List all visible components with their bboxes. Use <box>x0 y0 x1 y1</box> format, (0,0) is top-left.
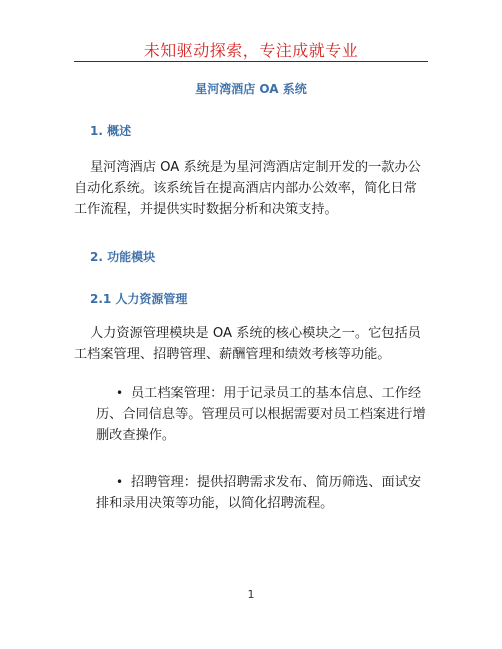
bullet-item-employee-records-text: 员工档案管理：用于记录员工的基本信息、工作经历、合同信息等。管理员可以根据需要对员工档案进行增删改查操作。 <box>96 386 426 443</box>
section-heading-overview: 1. 概述 <box>90 124 132 138</box>
document-title: 星河湾酒店 OA 系统 <box>195 82 307 96</box>
header-divider <box>74 61 428 62</box>
page-number: 1 <box>247 588 255 601</box>
hr-paragraph-text: 人力资源管理模块是 OA 系统的核心模块之一。它包括员工档案管理、招聘管理、薪酬管理和绩效考核等功能。 <box>74 326 421 362</box>
hr-paragraph <box>74 323 430 365</box>
page-header: 未知驱动探索，专注成就专业 <box>143 41 359 60</box>
section-heading-hr: 2.1 人力资源管理 <box>90 292 188 306</box>
section-heading-modules: 2. 功能模块 <box>90 250 156 264</box>
bullet-icon: • <box>116 386 124 400</box>
bullet-item-recruitment-text: 招聘管理：提供招聘需求发布、简历筛选、面试安排和录用决策等功能，以简化招聘流程。 <box>96 475 422 511</box>
bullet-item-employee-records <box>96 383 432 446</box>
overview-paragraph <box>74 157 430 220</box>
overview-paragraph-text: 星河湾酒店 OA 系统是为星河湾酒店定制开发的一款办公自动化系统。该系统旨在提高酒店内部办公效率，简化日常工作流程，并提供实时数据分析和决策支持。 <box>74 160 421 217</box>
bullet-icon: • <box>116 475 124 489</box>
bullet-item-recruitment <box>96 472 432 514</box>
